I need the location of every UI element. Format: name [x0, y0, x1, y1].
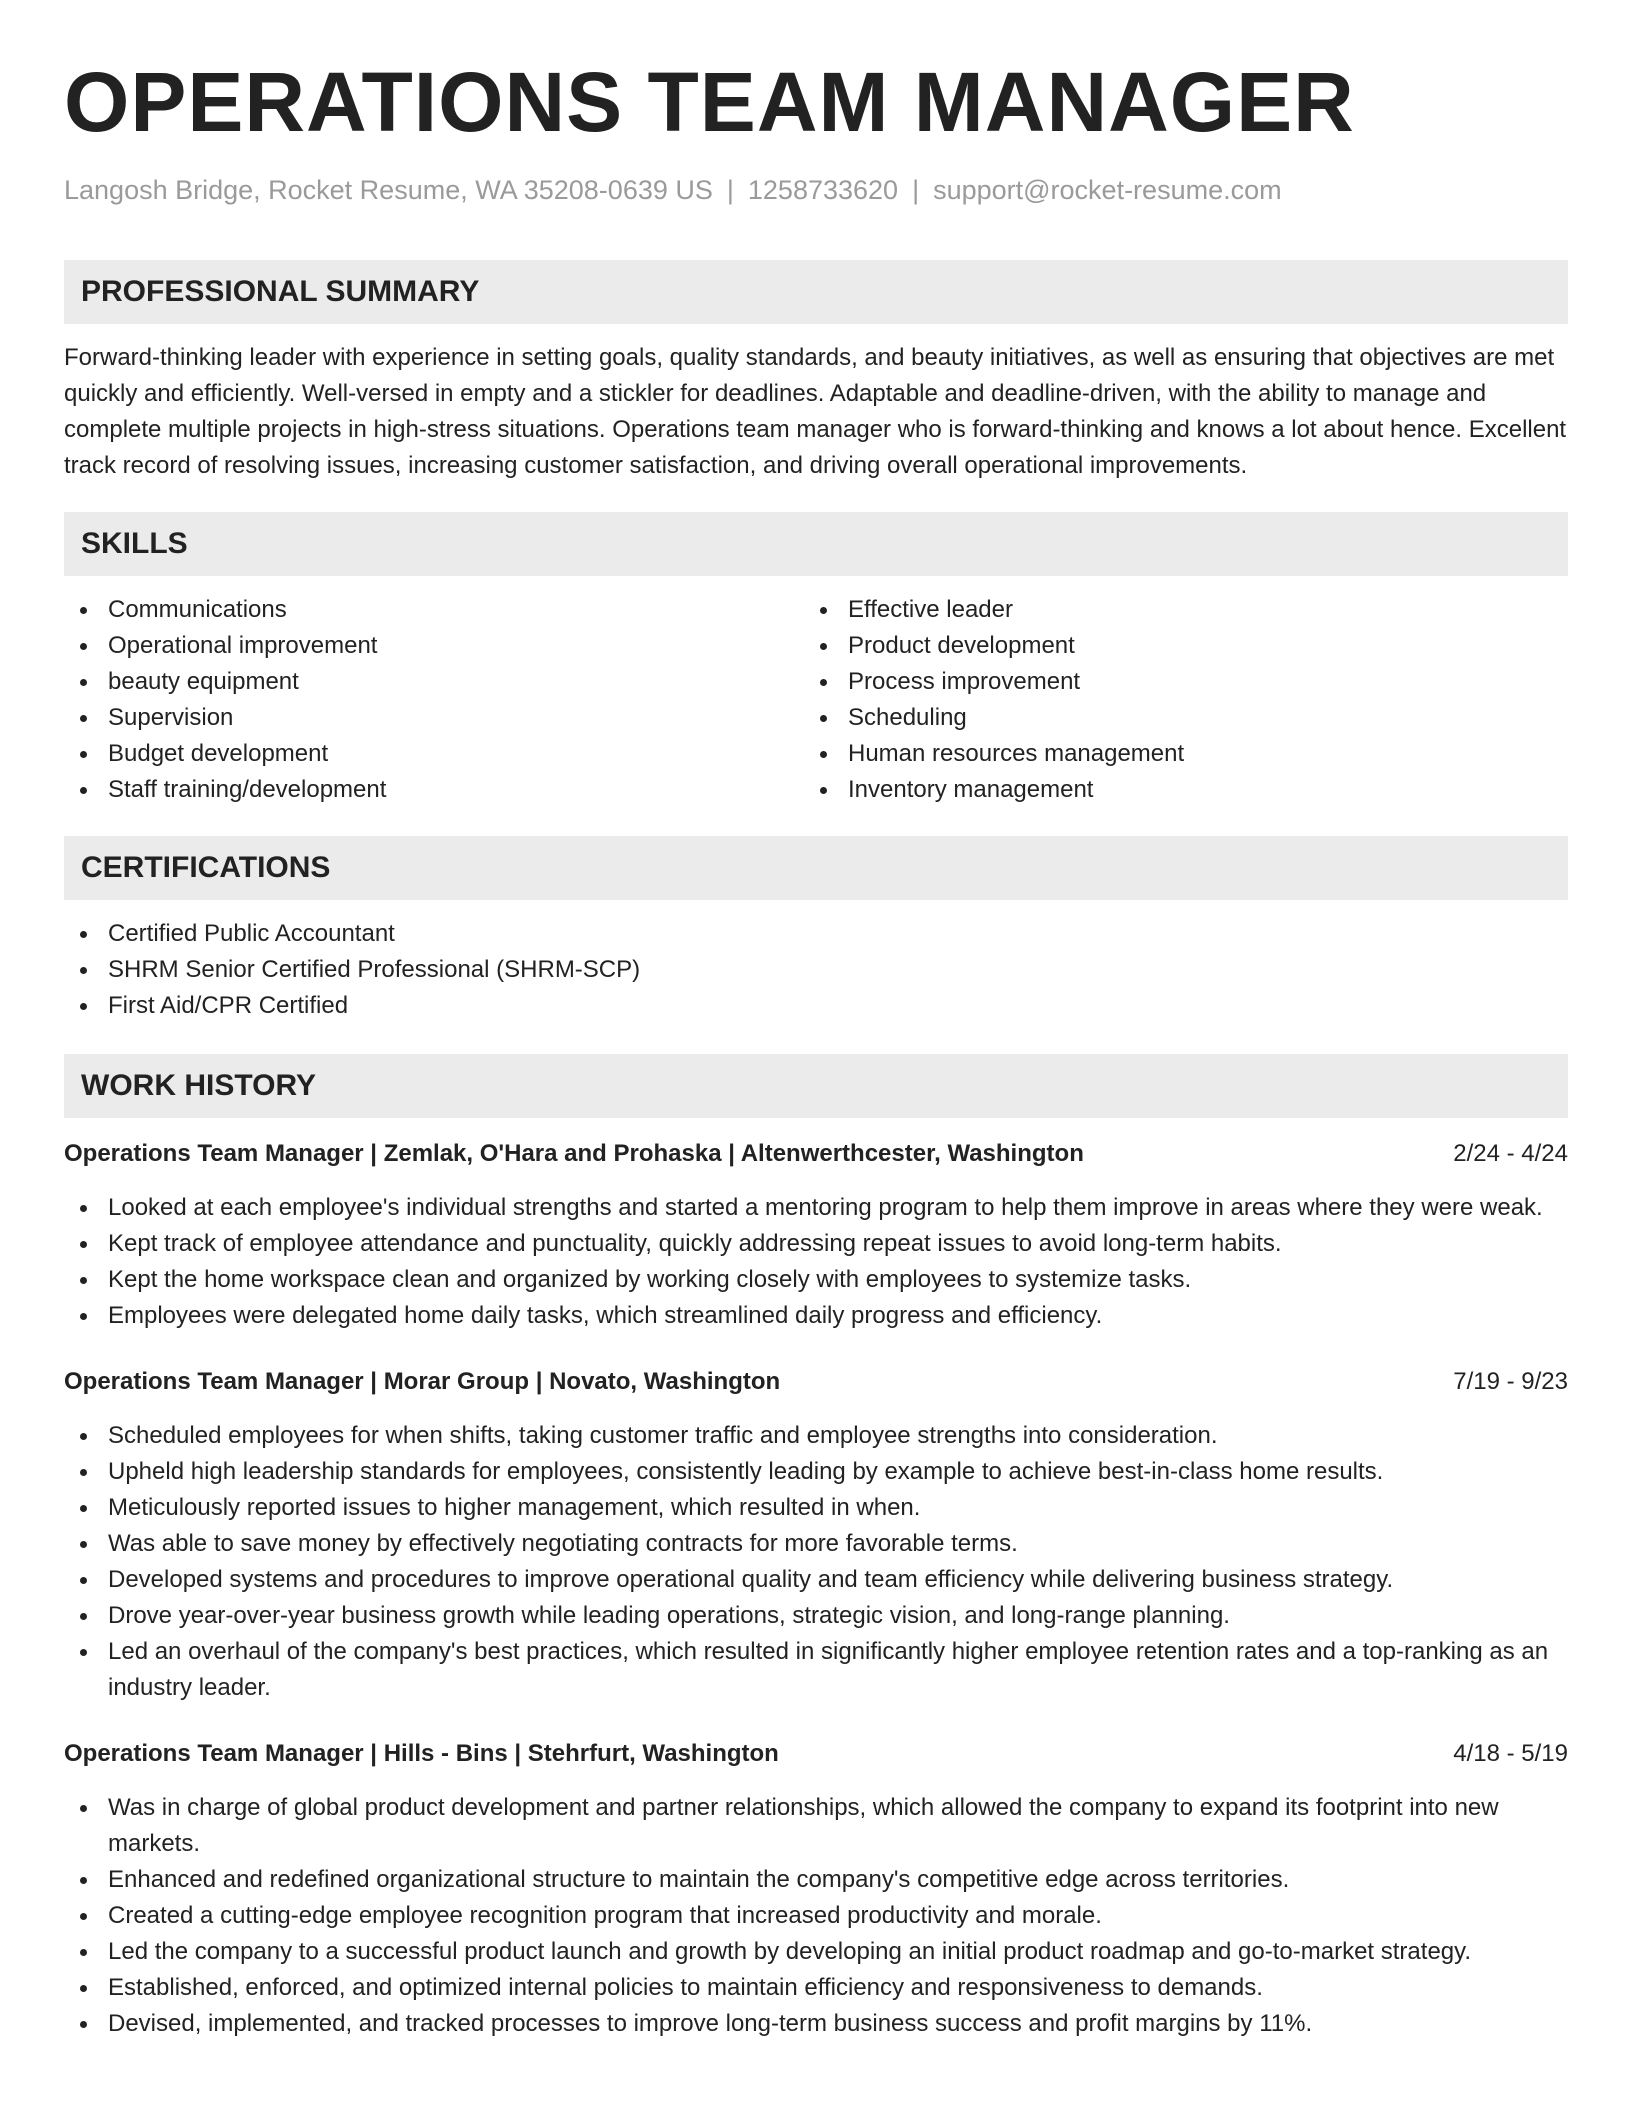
skills-grid: [64, 592, 1568, 808]
certification-list: [64, 916, 1568, 1024]
section-heading-skills: SKILLS: [64, 512, 1568, 576]
job-bullet-list: [64, 1418, 1568, 1706]
job-bullet: Was in charge of global product development and partner relationships, which allowed the company to expand its footprint into new markets.: [64, 1790, 1568, 1862]
contact-email: support@rocket-resume.com: [933, 175, 1282, 205]
job-header: [64, 1364, 1568, 1400]
section-heading-summary: PROFESSIONAL SUMMARY: [64, 260, 1568, 324]
job-bullet: Scheduled employees for when shifts, taking customer traffic and employee strengths into consideration.: [64, 1418, 1568, 1454]
section-heading-certifications: CERTIFICATIONS: [64, 836, 1568, 900]
skill-item: Supervision: [64, 700, 804, 736]
skill-item: Process improvement: [804, 664, 1544, 700]
job-title: Operations Team Manager | Hills - Bins | Stehrfurt, Washington: [64, 1740, 779, 1767]
job-bullet: Upheld high leadership standards for employees, consistently leading by example to achieve best-in-class home results.: [64, 1454, 1568, 1490]
job-bullet: Looked at each employee's individual strengths and started a mentoring program to help them improve in areas where they were weak.: [64, 1190, 1568, 1226]
job-entry: [64, 1364, 1568, 1706]
job-header: [64, 1736, 1568, 1772]
job-title: Operations Team Manager | Zemlak, O'Hara and Prohaska | Altenwerthcester, Washington: [64, 1140, 1084, 1167]
job-bullet: Employees were delegated home daily tasks, which streamlined daily progress and efficiency.: [64, 1298, 1568, 1334]
job-header: [64, 1136, 1568, 1172]
job-bullet: Kept the home workspace clean and organized by working closely with employees to systemize tasks.: [64, 1262, 1568, 1298]
section-heading-work-history: WORK HISTORY: [64, 1054, 1568, 1118]
skill-item: Inventory management: [804, 772, 1544, 808]
job-entry: [64, 1136, 1568, 1334]
contact-separator: |: [912, 175, 920, 205]
skill-item: beauty equipment: [64, 664, 804, 700]
skill-item: Human resources management: [804, 736, 1544, 772]
job-bullet: Led an overhaul of the company's best practices, which resulted in significantly higher employee retention rates and a top-ranking as an industry leader.: [64, 1634, 1568, 1706]
job-bullet: Led the company to a successful product launch and growth by developing an initial product roadmap and go-to-market strategy.: [64, 1934, 1568, 1970]
certification-item: First Aid/CPR Certified: [64, 988, 1568, 1024]
job-bullet: Devised, implemented, and tracked processes to improve long-term business success and profit margins by 11%.: [64, 2006, 1568, 2042]
skill-item: Budget development: [64, 736, 804, 772]
skill-item: Product development: [804, 628, 1544, 664]
job-title: Operations Team Manager | Morar Group | Novato, Washington: [64, 1368, 781, 1395]
contact-phone: 1258733620: [747, 175, 899, 205]
summary-text: Forward-thinking leader with experience in setting goals, quality standards, and beauty initiatives, as well as ensuring that objectives are met quickly and efficiently. Well-versed in empty and a stickler for deadlines. Adaptable and deadline-driven, with the ability to manage and complete multiple projects in high-stress situations. Operations team manager who is forward-thinking and knows a lot about hence. Excellent track record of resolving issues, increasing customer satisfaction, and driving overall operational improvements.: [64, 344, 1567, 479]
job-dates: 4/18 - 5/19: [1453, 1740, 1568, 1767]
job-bullet: Drove year-over-year business growth while leading operations, strategic vision, and long-range planning.: [64, 1598, 1568, 1634]
contact-address: Langosh Bridge, Rocket Resume, WA 35208-0639 US: [64, 175, 713, 205]
contact-line: [64, 172, 1568, 208]
job-dates: 7/19 - 9/23: [1453, 1368, 1568, 1395]
certification-item: Certified Public Accountant: [64, 916, 1568, 952]
job-entry: [64, 1736, 1568, 2042]
job-bullet: Enhanced and redefined organizational structure to maintain the company's competitive edge across territories.: [64, 1862, 1568, 1898]
contact-separator: |: [726, 175, 734, 205]
resume-title: OPERATIONS TEAM MANAGER: [64, 55, 1355, 149]
skills-column-left: [64, 592, 804, 808]
certification-item: SHRM Senior Certified Professional (SHRM-SCP): [64, 952, 1568, 988]
job-bullet: Kept track of employee attendance and punctuality, quickly addressing repeat issues to avoid long-term habits.: [64, 1226, 1568, 1262]
job-dates: 2/24 - 4/24: [1453, 1140, 1568, 1167]
skill-item: Staff training/development: [64, 772, 804, 808]
skill-item: Communications: [64, 592, 804, 628]
skill-item: Operational improvement: [64, 628, 804, 664]
skills-column-right: [804, 592, 1544, 808]
job-bullet: Developed systems and procedures to improve operational quality and team efficiency while delivering business strategy.: [64, 1562, 1568, 1598]
job-bullet: Was able to save money by effectively negotiating contracts for more favorable terms.: [64, 1526, 1568, 1562]
skill-item: Effective leader: [804, 592, 1544, 628]
job-bullet-list: [64, 1790, 1568, 2042]
job-bullet: Established, enforced, and optimized internal policies to maintain efficiency and responsiveness to demands.: [64, 1970, 1568, 2006]
job-bullet: Created a cutting-edge employee recognition program that increased productivity and morale.: [64, 1898, 1568, 1934]
skill-item: Scheduling: [804, 700, 1544, 736]
job-bullet-list: [64, 1190, 1568, 1334]
job-bullet: Meticulously reported issues to higher management, which resulted in when.: [64, 1490, 1568, 1526]
